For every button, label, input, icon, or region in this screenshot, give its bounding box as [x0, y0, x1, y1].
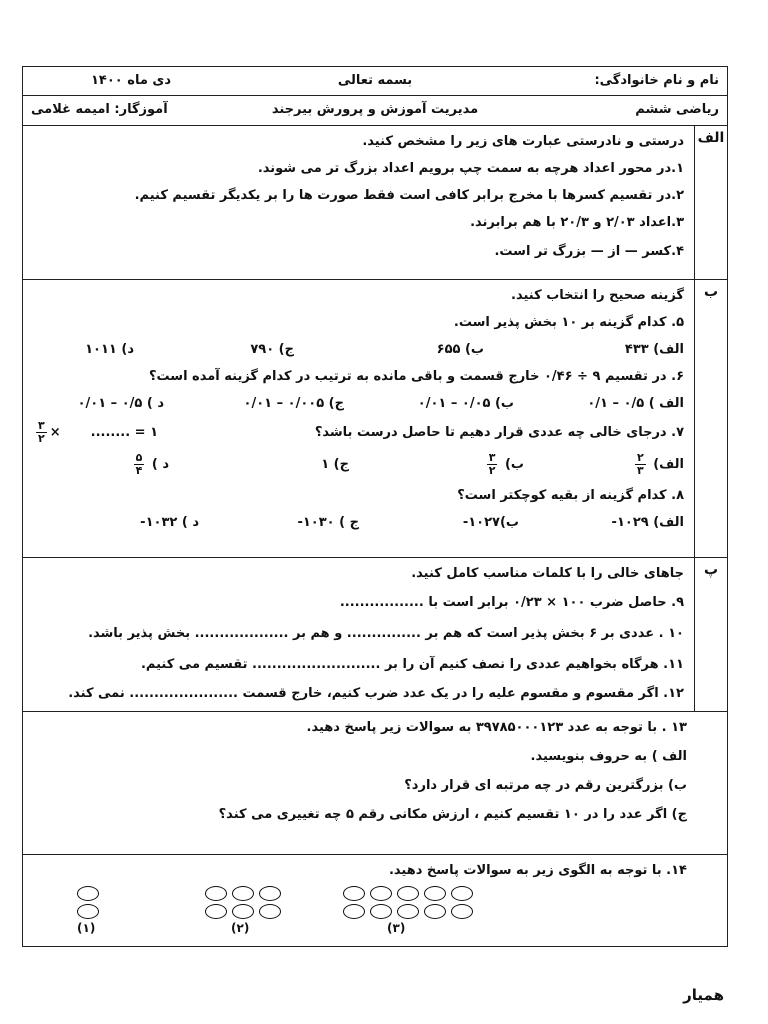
oval-shape: [232, 904, 254, 919]
oval-shape: [77, 904, 99, 919]
teacher-name: آموزگار: امیمه غلامی: [31, 102, 168, 117]
education-office: مدیریت آموزش و پرورش بیرجند: [271, 102, 479, 117]
question-8: ۸. کدام گزینه از بقیه کوچکتر است؟: [457, 488, 684, 503]
q7-option-d[interactable]: [131, 448, 169, 482]
question-8-options: [33, 509, 684, 536]
question-5-options: [33, 336, 684, 363]
q7-option-c[interactable]: ج) ۱: [321, 457, 349, 472]
question-12: ۱۲. اگر مقسوم و مقسوم علیه را در یک عدد ضرب کنیم، خارج قسمت ...................... نمی کند.: [68, 686, 684, 701]
q8-option-d[interactable]: د ) ۱۰۳۲-: [140, 515, 199, 530]
question-10: ۱۰ . عددی بر ۶ بخش پذیر است که هم بر ............... و هم بر ................... بخش پذیر باشد.: [88, 626, 684, 641]
q7-option-a-denominator: ۳: [636, 464, 644, 477]
q7-option-d-numerator: ۵: [135, 451, 143, 464]
footer-brand: همیار: [683, 986, 724, 1004]
question-13-block: [23, 712, 728, 855]
q6-option-c[interactable]: ج) ۰/۰۰۵ – ۰/۰۱: [243, 396, 344, 411]
q6-option-b[interactable]: ب) ۰/۰۵ – ۰/۰۱: [417, 396, 514, 411]
oval-shape: [205, 886, 227, 901]
oval-shape: [397, 904, 419, 919]
q8-option-b[interactable]: ب)۱۰۲۷-: [462, 515, 519, 530]
q5-option-d[interactable]: د) ۱۰۱۱: [85, 342, 134, 357]
oval-shape: [424, 886, 446, 901]
oval-shape: [343, 886, 365, 901]
oval-shape: [232, 886, 254, 901]
section-alef-title: درستی و نادرستی عبارت های زیر را مشخص کنید.: [362, 134, 684, 149]
section-be: [23, 280, 695, 558]
exam-header: [23, 67, 728, 126]
q6-option-d[interactable]: د ) ۰/۵ – ۰/۰۱: [77, 396, 164, 411]
q7-option-d-fraction: [134, 452, 145, 477]
question-13-a: الف ) به حروف بنویسید.: [530, 749, 687, 764]
q8-option-c[interactable]: ج ) ۱۰۳۰-: [297, 515, 359, 530]
student-name-label: نام و نام خانوادگی:: [594, 73, 719, 88]
question-7: ۷. درجای خالی چه عددی قرار دهیم تا حاصل درست باشد؟: [314, 425, 684, 440]
question-6: ۶. در تقسیم ۹ ÷ ۰/۴۶ خارج قسمت و باقی مانده به ترتیب در کدام گزینه آمده است؟: [148, 369, 684, 384]
q5-option-c[interactable]: ج) ۷۹۰: [250, 342, 294, 357]
oval-shape: [424, 904, 446, 919]
section-pe-label: پ: [695, 558, 728, 712]
question-13-c: ج) اگر عدد را در ۱۰ تقسیم کنیم ، ارزش مکانی رقم ۵ چه تغییری می کند؟: [218, 807, 687, 822]
question-5: ۵. کدام گزینه بر ۱۰ بخش پذیر است.: [453, 315, 684, 330]
q7-expr-denominator: ۲: [38, 432, 45, 445]
exam-table: [22, 66, 728, 947]
oval-shape: [370, 886, 392, 901]
question-2: ۲.در تقسیم کسرها با مخرج برابر کافی است فقط صورت ها را بر یکدیگر تقسیم کنیم.: [134, 188, 684, 203]
q7-expr-numerator: ۳: [38, 419, 45, 432]
question-6-options: [33, 390, 684, 417]
pattern-figure-1-label: (۱): [77, 921, 96, 935]
question-9: ۹. حاصل ضرب ۱۰۰ × ۰/۲۳ برابر است با .................: [339, 595, 684, 610]
question-14: ۱۴. با توجه به الگوی زیر به سوالات پاسخ دهید.: [388, 863, 687, 878]
oval-shape: [451, 886, 473, 901]
question-7-row: [33, 417, 684, 448]
q7-option-a-numerator: ۲: [636, 451, 644, 464]
basmala: بسمه تعالی: [337, 73, 413, 88]
section-alef: [23, 126, 695, 280]
subject-grade: ریاضی ششم: [635, 102, 719, 117]
q7-option-b[interactable]: [349, 448, 524, 482]
exam-date: دی ماه ۱۴۰۰: [91, 73, 171, 88]
question-3: ۳.اعداد ۲/۰۳ و ۲۰/۳ با هم برابرند.: [470, 215, 684, 230]
q5-option-b[interactable]: ب) ۶۵۵: [436, 342, 484, 357]
pattern-figure-2-label: (۲): [231, 921, 250, 935]
question-7-options: [33, 448, 684, 482]
question-11: ۱۱. هرگاه بخواهیم عددی را نصف کنیم آن را بر .......................... تقسیم می کنیم.: [140, 657, 684, 672]
question-4: ۴.کسر — از — بزرگ تر است.: [494, 244, 684, 259]
section-alef-label: الف: [695, 126, 728, 280]
q7-option-d-label: د ): [151, 457, 169, 472]
section-pe-title: جاهای خالی را با کلمات مناسب کامل کنید.: [411, 566, 684, 581]
oval-shape: [370, 904, 392, 919]
question-14-block: [23, 855, 728, 947]
oval-shape: [343, 904, 365, 919]
q7-option-a[interactable]: [524, 448, 684, 482]
q7-expr-fraction: [36, 420, 47, 445]
q8-option-a[interactable]: الف) ۱۰۲۹-: [611, 515, 684, 530]
q7-option-d-denominator: ۴: [135, 464, 143, 477]
q7-option-a-label: الف): [653, 457, 684, 472]
q7-option-b-numerator: ۳: [488, 451, 496, 464]
q7-option-b-fraction: [487, 452, 498, 477]
pattern-figures: [33, 884, 717, 942]
oval-shape: [77, 886, 99, 901]
oval-shape: [397, 886, 419, 901]
question-1: ۱.در محور اعداد هرچه به سمت چپ برویم اعداد بزرگ تر می شوند.: [257, 161, 684, 176]
q7-expr-left: ۱ = ........: [90, 425, 159, 440]
question-13: ۱۳ . با توجه به عدد ۳۹۷۸۵۰۰۰۱۲۳ به سوالات زیر پاسخ دهید.: [306, 720, 687, 735]
question-13-b: ب) بزرگترین رقم در چه مرتبه ای قرار دارد؟: [404, 778, 687, 793]
oval-shape: [259, 886, 281, 901]
q6-option-a[interactable]: الف ) ۰/۵ – ۰/۱: [587, 396, 684, 411]
pattern-figure-3-label: (۳): [387, 921, 406, 935]
section-pe: [23, 558, 695, 712]
section-be-label: ب: [695, 280, 728, 558]
q7-option-b-denominator: ۲: [488, 464, 496, 477]
oval-shape: [205, 904, 227, 919]
q7-option-a-fraction: [635, 452, 646, 477]
exam-sheet: [22, 66, 728, 947]
q5-option-a[interactable]: الف) ۴۳۳: [624, 342, 684, 357]
oval-shape: [259, 904, 281, 919]
q7-times-sign: ×: [49, 425, 61, 440]
oval-shape: [451, 904, 473, 919]
q7-option-b-label: ب): [504, 457, 524, 472]
section-be-title: گزینه صحیح را انتخاب کنید.: [511, 288, 684, 303]
q7-expression: [33, 417, 158, 448]
